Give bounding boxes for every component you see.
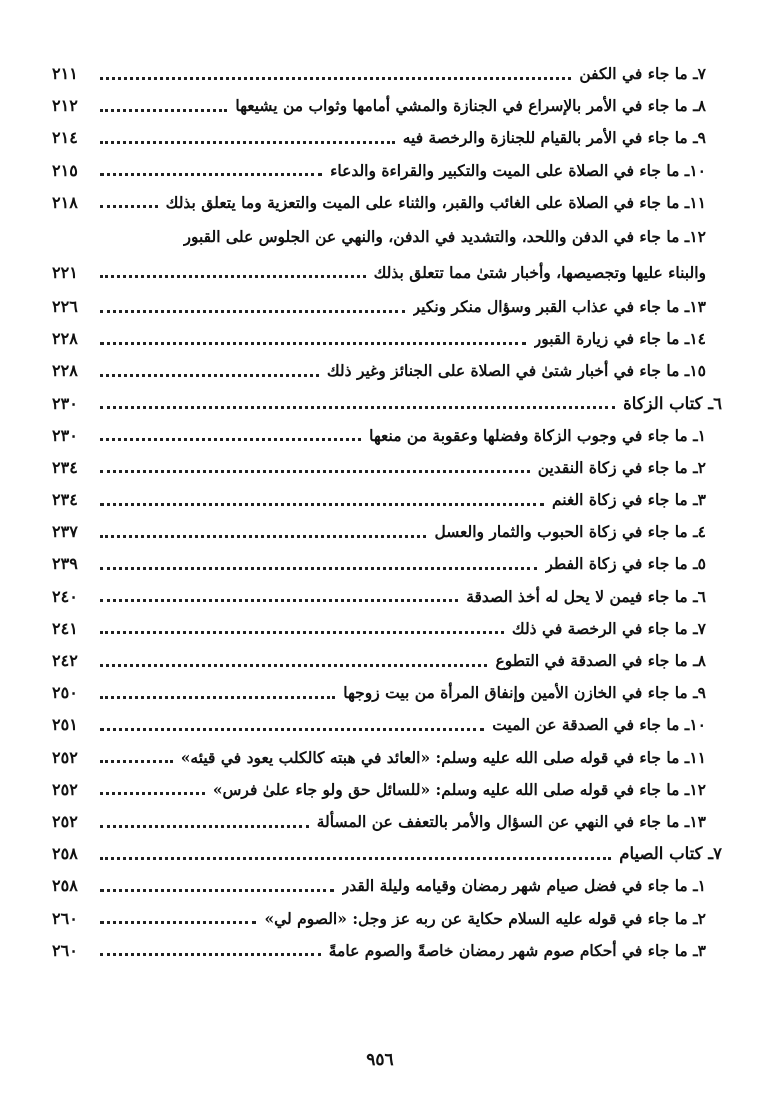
toc-entry-title: ١١ـ ما جاء في الصلاة على الغائب والقبر، والثناء على الميت والتعزية وما يتعلق بذلك: [165, 192, 706, 212]
toc-entry: [52, 870, 722, 902]
toc-entry-page: ٢٥٨: [52, 844, 78, 864]
toc-entry-page: ٢٣٤: [52, 457, 78, 477]
toc-entry-page: ٢٣٩: [52, 554, 78, 574]
toc-entry: [52, 187, 722, 219]
dot-leader: [100, 825, 309, 828]
dot-leader: [100, 664, 487, 667]
toc-entry-page: ٢٣٠: [52, 425, 78, 445]
dot-leader: [100, 275, 366, 278]
toc-entry: [52, 613, 722, 645]
toc-entry-title: ١٠ـ ما جاء في الصلاة على الميت والتكبير والقراءة والدعاء: [330, 160, 706, 180]
toc-entry: [52, 355, 722, 387]
toc-entry-page: ٢٤٢: [52, 651, 78, 670]
dot-leader: [100, 406, 615, 409]
toc-entry-title: والبناء عليها وتجصيصها، وأخبار شتىٰ مما تتعلق بذلك: [373, 262, 706, 282]
toc-entry-title: ١٢ـ ما جاء في الدفن واللحد، والتشديد في الدفن، والنهي عن الجلوس على القبور: [183, 226, 706, 246]
dot-leader: [100, 173, 322, 176]
dot-leader: [100, 792, 205, 795]
toc-entry-page: ٢٦٠: [52, 940, 78, 960]
toc-entry-title: ٨ـ ما جاء في الأمر بالإسراع في الجنازة والمشي أمامها وثواب من يشيعها: [235, 96, 706, 116]
toc-entry: [52, 291, 722, 323]
dot-leader: [100, 205, 158, 208]
toc-entry: [52, 58, 722, 90]
dot-leader: [100, 631, 504, 634]
toc-entry-page: ٢٢٨: [52, 329, 78, 349]
toc-entry-page: ٢٥٨: [52, 876, 78, 896]
toc-entry-title: ١٥ـ ما جاء في أخبار شتىٰ في الصلاة على الجنائز وغير ذلك: [326, 361, 706, 381]
toc-entry: [52, 516, 722, 548]
toc-entry: [52, 484, 722, 516]
dot-leader: [100, 728, 484, 731]
toc-entry-title: ١٢ـ ما جاء في قوله صلى الله عليه وسلم: «للسائل حق ولو جاء علىٰ فرس»: [212, 779, 706, 799]
toc-entry: [52, 581, 722, 613]
toc-entry-title: ٣ـ ما جاء في زكاة الغنم: [551, 490, 706, 510]
page-number: ٩٥٦: [366, 1050, 394, 1070]
dot-leader: [100, 921, 256, 924]
toc-entry-page: ٢٢٦: [52, 296, 78, 316]
toc-entry: [52, 452, 722, 484]
toc-entry-page: ٢١٨: [52, 192, 78, 212]
toc-entry-page: ٢٤٠: [52, 586, 78, 606]
dot-leader: [100, 567, 537, 570]
toc-entry-title: ١ـ ما جاء في وجوب الزكاة وفضلها وعقوبة من منعها: [369, 425, 706, 445]
toc-entry-page: ٢١٤: [52, 128, 78, 148]
dot-leader: [100, 141, 395, 144]
toc-entry-page: ٢٥٢: [52, 747, 78, 767]
dot-leader: [100, 438, 361, 441]
toc-entry: [52, 548, 722, 580]
toc-entry-page: ٢٣٤: [52, 490, 78, 510]
dot-leader: [100, 696, 335, 699]
toc-entry: [52, 420, 722, 452]
toc-entry-title: ١٤ـ ما جاء في زيارة القبور: [533, 329, 706, 349]
toc-entry-title: ٣ـ ما جاء في أحكام صوم شهر رمضان خاصةً والصوم عامةً: [328, 940, 706, 960]
toc-entry: [52, 774, 722, 806]
toc-entry: [52, 90, 722, 122]
toc-entry-page: ٢٢١: [52, 262, 78, 282]
dot-leader: [100, 109, 227, 112]
toc-chapter-title: ٦ـ كتاب الزكاة: [623, 393, 722, 413]
toc-entry-title: ١٣ـ ما جاء في عذاب القبر وسؤال منكر ونكير: [412, 296, 706, 316]
toc-entry-title: ٦ـ ما جاء فيمن لا يحل له أخذ الصدقة: [466, 586, 706, 606]
toc-entry: [52, 155, 722, 187]
toc-entry: [52, 323, 722, 355]
toc-entry: [52, 742, 722, 774]
toc-entry-page: ٢٣٧: [52, 522, 78, 542]
toc-entry-title: ١٣ـ ما جاء في النهي عن السؤال والأمر بالتعفف عن المسألة: [316, 811, 706, 831]
toc-entry-title: ٤ـ ما جاء في زكاة الحبوب والثمار والعسل: [434, 522, 706, 542]
dot-leader: [100, 374, 319, 377]
toc-entry-page: ٢١١: [52, 64, 78, 83]
dot-leader: [100, 599, 458, 602]
toc-chapter-heading: [52, 388, 722, 420]
toc-entry-title: ١٠ـ ما جاء في الصدقة عن الميت: [492, 715, 706, 735]
toc-entry-page: ٢٥٢: [52, 779, 78, 799]
toc-entry-title: ٧ـ ما جاء في الكفن: [579, 64, 706, 83]
toc-entry-page: ٢٦٠: [52, 908, 78, 928]
toc-entry-title: ٩ـ ما جاء في الأمر بالقيام للجنازة والرخصة فيه: [402, 128, 706, 148]
dot-leader: [100, 889, 334, 892]
toc-entry-page: ٢٥٠: [52, 683, 78, 703]
toc-entry: [52, 645, 722, 677]
toc-entry: [52, 806, 722, 838]
toc-entry: [52, 935, 722, 967]
dot-leader: [100, 953, 321, 956]
toc-entry-title: ٩ـ ما جاء في الخازن الأمين وإنفاق المرأة من بيت زوجها: [343, 683, 706, 703]
dot-leader: [100, 342, 526, 345]
toc-entry-page: ٢٢٨: [52, 361, 78, 381]
dot-leader: [100, 310, 405, 313]
toc-entry: [52, 122, 722, 154]
toc-entry: [52, 709, 722, 741]
dot-leader: [100, 760, 173, 763]
toc-entry-continuation: [52, 255, 722, 291]
dot-leader: [100, 535, 426, 538]
table-of-contents: [52, 58, 722, 967]
dot-leader: [100, 857, 611, 860]
toc-entry-page: ٢٣٠: [52, 393, 78, 413]
toc-chapter-heading: [52, 838, 722, 870]
toc-entry-title: ٢ـ ما جاء في قوله عليه السلام حكاية عن ربه عز وجل: «الصوم لي»: [264, 908, 706, 928]
toc-entry-title: ١١ـ ما جاء في قوله صلى الله عليه وسلم: «العائد في هبته كالكلب يعود في قيئه»: [180, 747, 706, 767]
toc-entry: [52, 903, 722, 935]
toc-entry: [52, 219, 722, 255]
dot-leader: [100, 77, 571, 80]
toc-entry-page: ٢١٥: [52, 160, 78, 180]
toc-entry-page: ٢٥٢: [52, 811, 78, 831]
toc-entry: [52, 677, 722, 709]
toc-entry-title: ٥ـ ما جاء في زكاة الفطر: [545, 554, 706, 574]
toc-entry-page: ٢١٢: [52, 96, 78, 116]
toc-entry-title: ٨ـ ما جاء في الصدقة في التطوع: [495, 651, 706, 670]
toc-entry-title: ٢ـ ما جاء في زكاة النقدين: [537, 457, 706, 477]
dot-leader: [100, 470, 530, 473]
toc-entry-page: ٢٤١: [52, 618, 78, 638]
toc-entry-page: ٢٥١: [52, 715, 78, 735]
dot-leader: [100, 503, 544, 506]
toc-chapter-title: ٧ـ كتاب الصيام: [619, 844, 722, 864]
toc-entry-title: ١ـ ما جاء في فضل صيام شهر رمضان وقيامه وليلة القدر: [341, 876, 706, 896]
toc-entry-title: ٧ـ ما جاء في الرخصة في ذلك: [511, 618, 706, 638]
